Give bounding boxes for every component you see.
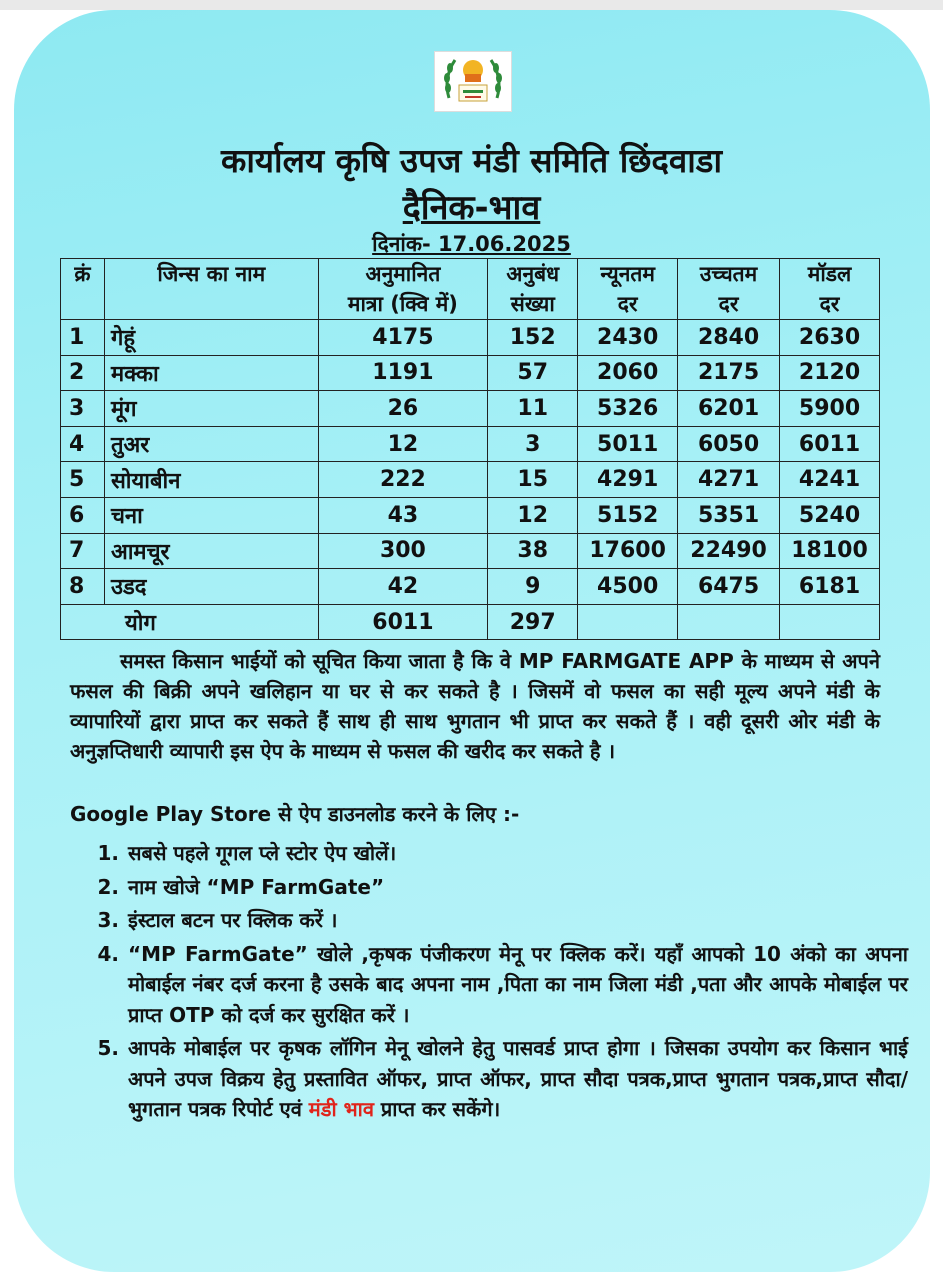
step-item: 4. “MP FarmGate” खोले ,कृषक पंजीकरण मेनू पर क्लिक करें। यहाँ आपको 10 अंको का अपना मोबाईल नंबर दर्ज करना है उसके बाद अपना नाम ,पिता का नाम जिला मंडी ,पता और आपके मोबाईल पर प्राप्त OTP को दर्ज कर सुरक्षित करें । <box>126 939 908 1031</box>
cell: 9 <box>488 569 578 605</box>
cell: 2630 <box>780 320 880 356</box>
table-row <box>61 320 880 356</box>
cell: 38 <box>488 533 578 569</box>
cell: 6201 <box>678 391 780 427</box>
cell: 57 <box>488 355 578 391</box>
daily-rate-heading: दैनिक-भाव <box>402 188 541 228</box>
cell: गेहूं <box>104 320 318 356</box>
step-item: 3. इंस्टाल बटन पर क्लिक करें । <box>126 905 908 936</box>
cell: 6011 <box>780 426 880 462</box>
cell: मक्का <box>104 355 318 391</box>
header-row <box>61 259 880 320</box>
cell: 4241 <box>780 462 880 498</box>
cell: 6181 <box>780 569 880 605</box>
empty-cell <box>780 604 880 640</box>
cell: 4175 <box>318 320 488 356</box>
cell: 2060 <box>578 355 678 391</box>
cell: 1 <box>61 320 105 356</box>
cell: 5900 <box>780 391 880 427</box>
office-title: कार्यालय कृषि उपज मंडी समिति छिंदवाडा <box>221 141 722 180</box>
cell: 17600 <box>578 533 678 569</box>
notice-paragraph <box>70 646 880 766</box>
empty-cell <box>578 604 678 640</box>
cell: 15 <box>488 462 578 498</box>
cell: 6 <box>61 497 105 533</box>
table-row <box>61 497 880 533</box>
cell: 222 <box>318 462 488 498</box>
date-label: दिनांक- 17.06.2025 <box>372 232 571 256</box>
cell: 300 <box>318 533 488 569</box>
cell: 152 <box>488 320 578 356</box>
cell: 12 <box>318 426 488 462</box>
notice-text: समस्त किसान भाईयों को सूचित किया जाता है कि वे MP FARMGATE APP के माध्यम से अपने फसल की बिक्री अपने खलिहान या घर से कर सकते है । जिसमें वो फसल का सही मूल्य अपने मंडी के व्यापारियों द्वारा प्राप्त कर सकते हैं साथ ही साथ भुगतान भी प्राप्त कर सकते हैं । वही दूसरी ओर मंडी के अनुज्ञप्तिधारी व्यापारी इस ऐप के माध्यम से फसल की खरीद कर सकते है । <box>70 649 880 763</box>
top-strip <box>0 0 943 10</box>
cell: 4 <box>61 426 105 462</box>
step-item: 5. आपके मोबाईल पर कृषक लॉगिन मेनू खोलने हेतु पासवर्ड प्राप्त होगा । जिसका उपयोग कर किसान भाई अपने उपज विक्रय हेतु प्रस्तावित ऑफर, प्राप्त ऑफर, प्राप्त सौदा पत्रक,प्राप्त भुगतान पत्रक,प्राप्त सौदा/भुगतान पत्रक रिपोर्ट एवं मंडी भाव प्राप्त कर सकेंगे। <box>126 1033 908 1125</box>
cell: 2120 <box>780 355 880 391</box>
steps-list <box>98 838 908 1128</box>
table-row <box>61 533 880 569</box>
rates-table <box>60 258 880 640</box>
table-row <box>61 355 880 391</box>
cell: 6475 <box>678 569 780 605</box>
cell: 1191 <box>318 355 488 391</box>
cell: 2175 <box>678 355 780 391</box>
cell: 5152 <box>578 497 678 533</box>
cell: 5351 <box>678 497 780 533</box>
cell: 4291 <box>578 462 678 498</box>
cell: 3 <box>488 426 578 462</box>
total-row <box>61 604 880 640</box>
col-min-rate: न्यूनतम दर <box>578 259 678 320</box>
table-header <box>61 259 880 320</box>
cell: 43 <box>318 497 488 533</box>
cell: 4271 <box>678 462 780 498</box>
cell: चना <box>104 497 318 533</box>
table-row <box>61 462 880 498</box>
col-max-rate: उच्चतम दर <box>678 259 780 320</box>
cell: 5011 <box>578 426 678 462</box>
cell: उडद <box>104 569 318 605</box>
step-item: 1. सबसे पहले गूगल प्ले स्टोर ऐप खोलें। <box>126 838 908 869</box>
cell: 42 <box>318 569 488 605</box>
cell: 26 <box>318 391 488 427</box>
step-item: 2. नाम खोजे “MP FarmGate” <box>126 872 908 903</box>
col-crop-name: जिन्स का नाम <box>104 259 318 320</box>
table-row <box>61 426 880 462</box>
cell: 5 <box>61 462 105 498</box>
cell: 18100 <box>780 533 880 569</box>
col-serial: क्रं <box>61 259 105 320</box>
cell: 22490 <box>678 533 780 569</box>
cell: 5326 <box>578 391 678 427</box>
table-body <box>61 320 880 640</box>
col-contracts: अनुबंध संख्या <box>488 259 578 320</box>
cell: 2 <box>61 355 105 391</box>
cell: 4500 <box>578 569 678 605</box>
cell: मूंग <box>104 391 318 427</box>
empty-cell <box>678 604 780 640</box>
cell: 11 <box>488 391 578 427</box>
total-quantity: 6011 <box>318 604 488 640</box>
cell: 6050 <box>678 426 780 462</box>
cell: आमचूर <box>104 533 318 569</box>
kisan-logo <box>434 51 512 112</box>
cell: 3 <box>61 391 105 427</box>
cell: तुअर <box>104 426 318 462</box>
mandi-bhav-highlight: मंडी भाव <box>308 1097 374 1121</box>
col-model-rate: मॉडल दर <box>780 259 880 320</box>
cell: 2430 <box>578 320 678 356</box>
download-heading: Google Play Store से ऐप डाउनलोड करने के लिए :- <box>70 802 520 826</box>
cell: 7 <box>61 533 105 569</box>
cell: सोयाबीन <box>104 462 318 498</box>
total-contracts: 297 <box>488 604 578 640</box>
cell: 12 <box>488 497 578 533</box>
col-quantity: अनुमानित मात्रा (क्वि में) <box>318 259 488 320</box>
table-row <box>61 569 880 605</box>
cell: 2840 <box>678 320 780 356</box>
table-row <box>61 391 880 427</box>
cell: 5240 <box>780 497 880 533</box>
cell: 8 <box>61 569 105 605</box>
total-label: योग <box>61 604 319 640</box>
